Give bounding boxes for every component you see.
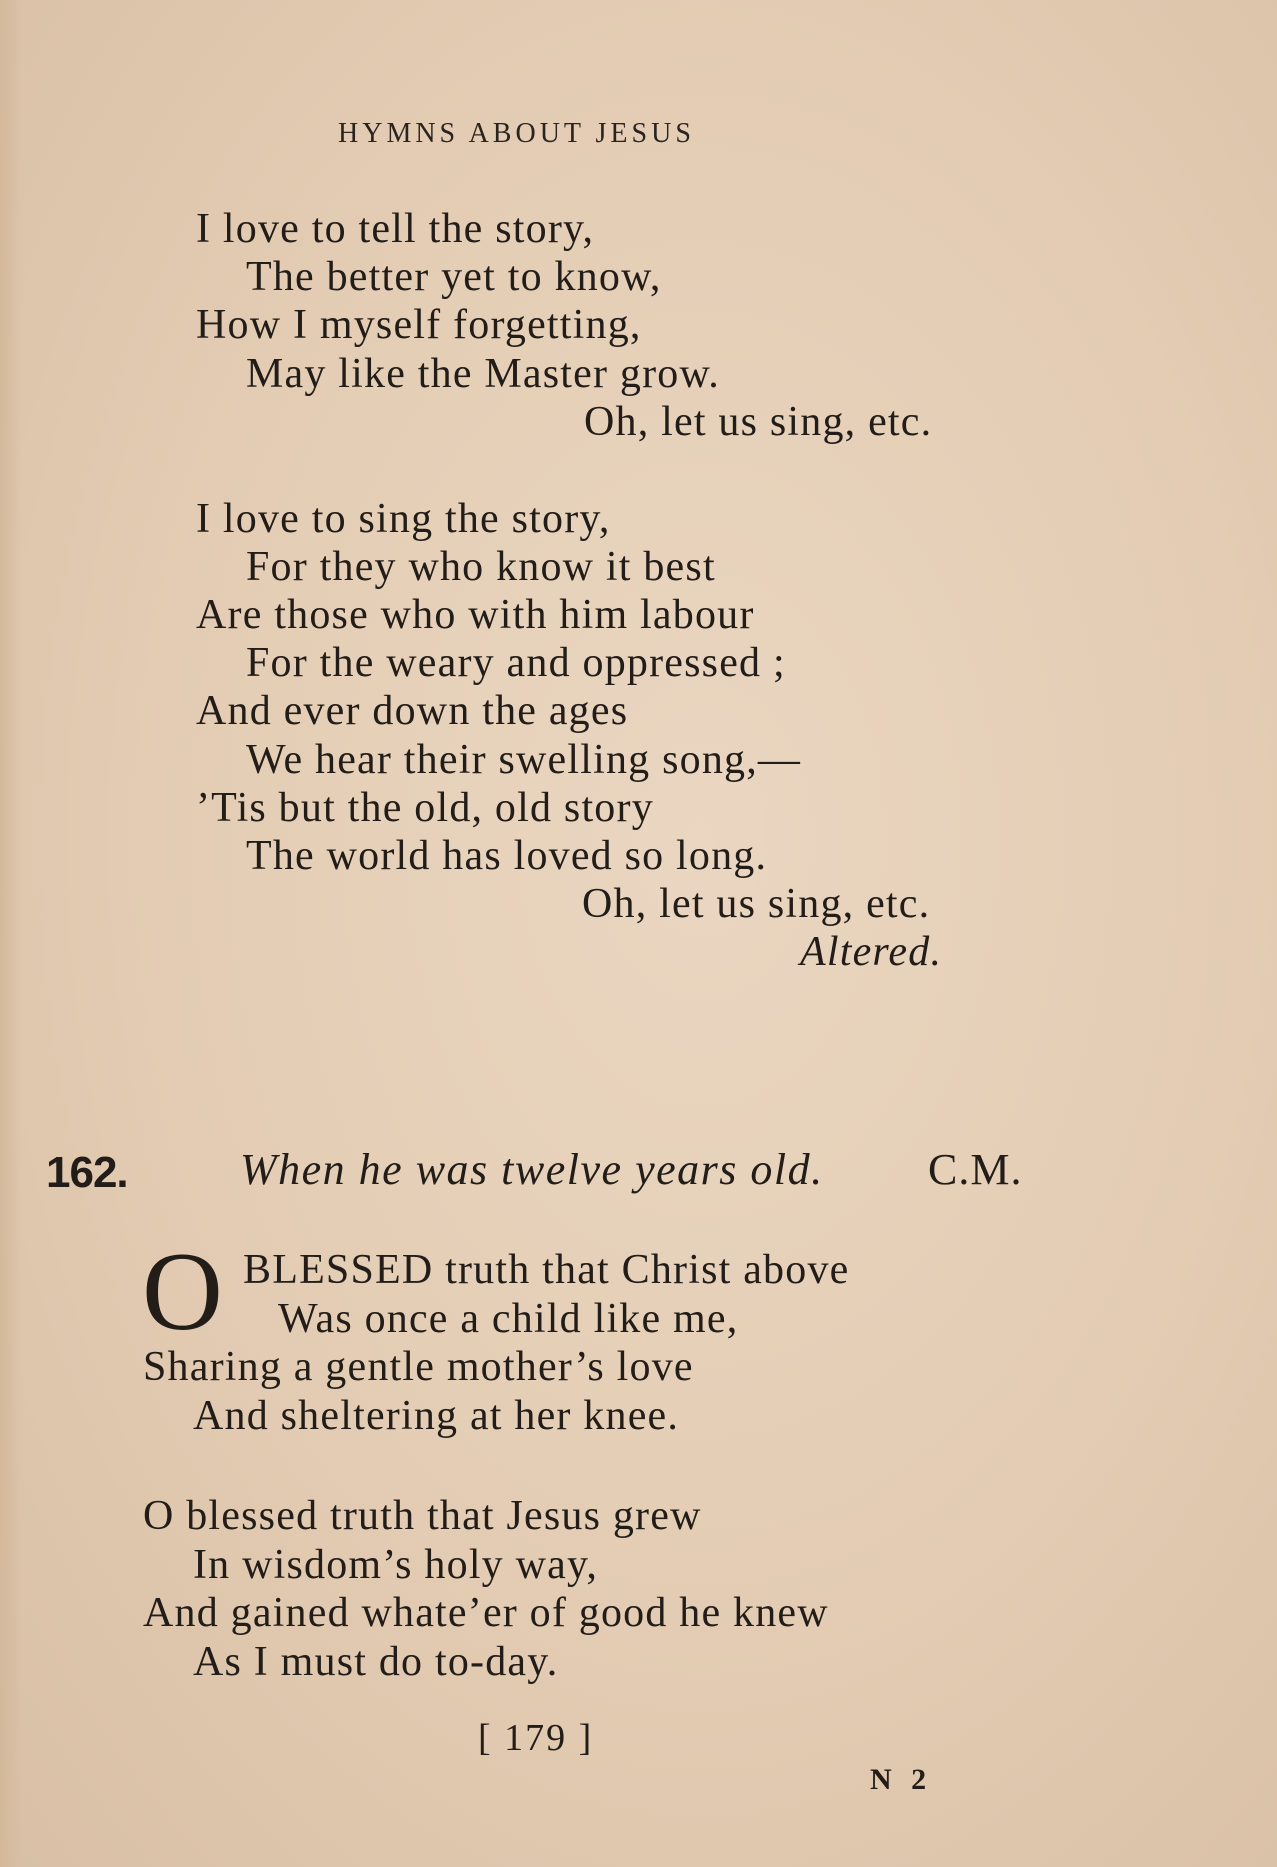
- drop-cap: O: [142, 1230, 223, 1354]
- verse-line: The world has loved so long.: [246, 833, 768, 879]
- hymn-title: When he was twelve years old.: [240, 1145, 824, 1194]
- signature-mark: N 2: [870, 1763, 933, 1796]
- verse-line: Was once a child like me,: [278, 1296, 739, 1342]
- verse-line: BLESSED truth that Christ above: [243, 1247, 850, 1293]
- running-head: HYMNS ABOUT JESUS: [338, 118, 695, 149]
- verse-line: Are those who with him labour: [196, 592, 755, 638]
- refrain-line: Oh, let us sing, etc.: [584, 399, 933, 445]
- hymn-number: 162.: [46, 1148, 128, 1197]
- attribution: Altered.: [800, 929, 943, 975]
- verse-line: And sheltering at her knee.: [193, 1393, 680, 1439]
- verse-line: Sharing a gentle mother’s love: [143, 1344, 694, 1390]
- verse-line: As I must do to-day.: [193, 1639, 559, 1685]
- verse-line: ’Tis but the old, old story: [196, 785, 654, 831]
- verse-line: May like the Master grow.: [246, 351, 720, 397]
- verse-line: And gained whate’er of good he knew: [143, 1590, 829, 1636]
- verse-line: How I myself forgetting,: [196, 302, 642, 348]
- page-edge-shadow: [0, 0, 22, 1867]
- verse-line: And ever down the ages: [196, 688, 629, 734]
- verse-line: We hear their swelling song,—: [246, 737, 802, 783]
- verse-line: O blessed truth that Jesus grew: [143, 1493, 702, 1539]
- refrain-line: Oh, let us sing, etc.: [582, 881, 931, 927]
- verse-line: I love to tell the story,: [196, 206, 595, 252]
- verse-line: The better yet to know,: [246, 254, 662, 300]
- verse-line: For the weary and oppressed ;: [246, 640, 786, 686]
- page-number: [ 179 ]: [478, 1717, 594, 1759]
- verse-line: I love to sing the story,: [196, 496, 611, 542]
- hymn-meter: C.M.: [928, 1145, 1023, 1194]
- verse-line: In wisdom’s holy way,: [193, 1542, 599, 1588]
- verse-line: For they who know it best: [246, 544, 716, 590]
